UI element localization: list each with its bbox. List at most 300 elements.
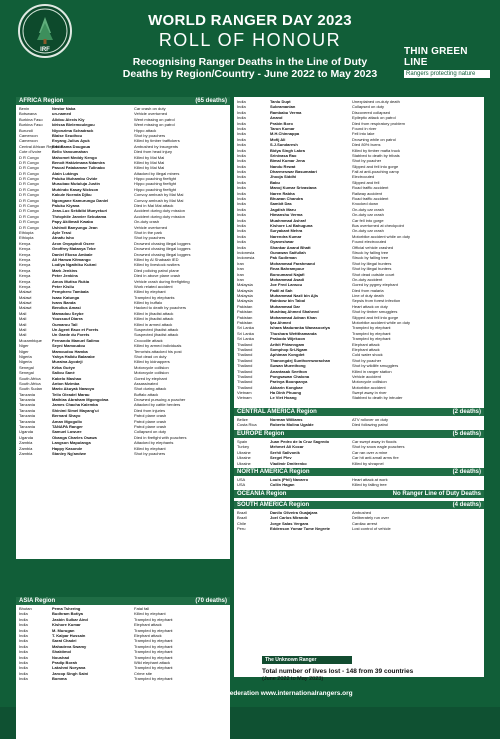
cause-cell: Died from injuries [134, 407, 166, 413]
cause-cell: Killed by kidnappers [134, 359, 170, 365]
name-cell: Peter Kisilu [52, 283, 75, 289]
country-cell: Thailand [237, 352, 253, 358]
cause-cell: On-duty crash [134, 219, 160, 225]
name-cell: Sambit Das [270, 201, 292, 207]
cause-cell: Suspected jihadist attack [134, 327, 179, 333]
name-cell: Anantasak Seethon [270, 368, 308, 374]
cause-cell: Lost control of vehicle [352, 526, 391, 532]
central-america-header [234, 408, 484, 416]
africa-count: (65 deaths) [195, 98, 227, 104]
name-cell: Daniel Ekoso Ambale [52, 251, 93, 257]
cause-cell: Died from malaria [352, 287, 384, 293]
cause-cell: ATV rollover on duty [352, 417, 388, 422]
cause-cell: Ambushed by insurgents [134, 143, 179, 149]
name-cell: Thanongdej Sunthornworachan [270, 357, 331, 363]
name-cell: Bimal Kumar Jena [270, 158, 305, 164]
country-cell: Sri Lanka [237, 330, 254, 336]
name-cell: Nestor Naka [52, 106, 76, 111]
cause-cell: Found in river [352, 125, 377, 131]
country-cell: Nigeria [19, 353, 32, 359]
name-cell: Youssouf Diarra [52, 316, 83, 322]
country-cell: Ethiopia [19, 229, 34, 235]
cause-cell: Slipped and fell [352, 179, 380, 185]
cause-cell: Shot by illegal hunters [352, 266, 392, 272]
name-cell: Shinimi Simel Mayang'ui [52, 407, 99, 413]
cause-cell: Trampled by elephant [134, 654, 173, 660]
cause-cell: Gored by pygmy elephant [352, 282, 398, 288]
country-cell: Burundi [19, 127, 33, 133]
cause-cell: Road traffic accident [352, 185, 389, 191]
cause-cell: Elephant attack [352, 341, 380, 347]
cause-cell: Accident during duty mission [134, 208, 185, 214]
europe-header [234, 430, 484, 438]
cause-cell: Motorcycle collision [134, 364, 169, 370]
name-cell: Samuel Lowure [52, 429, 82, 435]
cause-cell: On-duty car crash [352, 212, 384, 218]
name-cell: Nandu Rewat [270, 163, 296, 169]
name-cell: Théophile Janvier Sebutama [52, 213, 107, 219]
name-cell: Thushara Wettthamanda [270, 330, 317, 336]
cause-cell: Motorbike accident while on duty [352, 233, 411, 239]
name-cell: Tanlu Dupt [270, 99, 291, 104]
name-cell: Narendra Kumar [270, 233, 302, 239]
country-cell: India [237, 239, 246, 245]
cause-cell: Trampled by elephant [352, 336, 391, 342]
cause-cell: Cold water shock [352, 352, 383, 358]
country-cell: Thailand [237, 357, 253, 363]
country-cell: Malaysia [237, 298, 253, 304]
name-cell: Jhooja Siddhi [270, 174, 297, 180]
cause-cell: Trampled by elephants [134, 294, 175, 300]
country-cell: Senegal [19, 370, 34, 376]
country-cell: Ukraine [237, 460, 251, 466]
cause-cell: Died from respiratory problem [352, 120, 405, 126]
cause-cell: Killed by Al Shabaab IED [134, 256, 179, 262]
country-cell: India [237, 174, 246, 180]
cause-cell: Fall at anti-poaching camp [352, 169, 399, 175]
cause-cell: Work related accident [134, 283, 173, 289]
country-cell: Iran [237, 260, 244, 266]
name-cell: Idrissa Bielemoulegou [52, 122, 95, 128]
name-cell: Gunawan Saifullah [270, 249, 306, 255]
country-cell: D R Congo [19, 165, 39, 171]
cause-cell: Bus overturned at checkpoint [352, 222, 404, 228]
cause-cell: Shot by illegal hunters [352, 260, 392, 266]
cause-cell: Trampled by elephant [134, 649, 173, 655]
country-cell: India [237, 222, 246, 228]
name-cell: Alidou Alexis Kiy [52, 116, 85, 122]
cause-cell: Hacked to death by poachers [134, 305, 187, 311]
name-cell: Jorge Salas Vergara [270, 520, 309, 526]
name-cell: Anand [270, 115, 283, 121]
total-period: (June 2022 to May 2023) [262, 676, 324, 682]
list-item [237, 526, 481, 531]
country-cell: Burkina Faso [19, 116, 43, 122]
list-item [237, 395, 481, 400]
headline-line1: Recognising Ranger Deaths in the Line of Duty [132, 56, 368, 68]
country-cell: D R Congo [19, 170, 39, 176]
country-cell: Tanzania [19, 418, 36, 424]
irf-emblem-icon [20, 6, 70, 56]
cause-cell: Shot by poachers [134, 451, 166, 456]
cause-cell: Official vehicle crashed [352, 244, 394, 250]
name-cell: TANAPA Ranger [52, 424, 83, 430]
country-cell: Malawi [19, 300, 32, 306]
country-cell: India [237, 228, 246, 234]
name-cell: Lakshmi Noryana [52, 665, 86, 671]
country-cell: India [237, 158, 246, 164]
country-cell: Tanzania [19, 402, 36, 408]
country-cell: South Sudan [19, 386, 43, 392]
cause-cell: Attacked by illegal miners [134, 170, 180, 176]
country-cell: Tanzania [19, 413, 36, 419]
name-cell: un-named [52, 111, 72, 117]
country-cell: Thailand [237, 346, 253, 352]
name-cell: Aron Onyapindi Osere [52, 240, 95, 246]
cause-cell: Convoy ambush by Mai Mai [134, 197, 184, 203]
cause-cell: Went missing on patrol [134, 116, 175, 122]
name-cell: T. Kalpar Hussain [52, 632, 86, 638]
country-cell: Malaysia [237, 282, 253, 288]
name-cell: Jaroop Singh Saini [52, 670, 89, 676]
cause-cell: Attacked by cattle herders [134, 402, 181, 408]
cause-cell: Attacked by elephants [134, 440, 174, 446]
unknown-ranger-banner: The Unknown Ranger [262, 656, 352, 664]
country-cell: India [19, 611, 28, 617]
name-cell: Papy Akilimali Kwabo [52, 219, 94, 225]
list-item [19, 451, 227, 456]
north-america-label: NORTH AMERICA Region [237, 469, 310, 475]
name-cell: Himanshu Verma [270, 212, 303, 218]
name-cell: Mamadou Seybe [52, 310, 84, 316]
name-cell: Ishara Maduranka Wanasooriya [270, 325, 330, 331]
country-cell: Cameroon [19, 132, 38, 138]
cause-cell: Found electrocuted [352, 239, 387, 245]
name-cell: Ngongane Kamurungu Daniel [52, 197, 109, 203]
cause-cell: Elephant attack [352, 346, 380, 352]
cause-cell: Shot by poacher [352, 357, 382, 363]
cause-cell: Killed by elephant [134, 611, 166, 617]
africa-list [19, 106, 227, 456]
name-cell: Jasbin Sulkar Aind [52, 616, 88, 622]
name-cell: Mario Akuyak Nawoyo [52, 386, 95, 392]
cause-cell: Killed in armed attack [134, 321, 173, 327]
country-cell: Kenya [19, 278, 31, 284]
country-cell: India [237, 147, 246, 153]
cause-cell: Killed by Mai Mai [134, 159, 165, 165]
name-cell: Subramanian [270, 104, 296, 110]
name-cell: Srinivasa Rao [270, 152, 297, 158]
country-cell: Mali [19, 316, 27, 322]
cause-cell: Unexplained on-duty death [352, 99, 400, 104]
name-cell: Shaktimol [52, 649, 72, 655]
country-cell: Costa Rica [237, 422, 257, 428]
country-cell: Thailand [237, 363, 253, 369]
cause-cell: Road traffic accident [352, 196, 389, 202]
country-cell: Mali [19, 332, 27, 338]
country-cell: Kenya [19, 240, 31, 246]
name-cell: Danilo Oliveira Guajajara [270, 510, 318, 515]
asia-label: ASIA Region [19, 598, 56, 604]
name-cell: Roberto Molina Ugalde [270, 422, 314, 428]
cause-cell: Went missing on patrol [134, 122, 175, 128]
name-cell: Boroumand Najafi [270, 271, 305, 277]
country-cell: Vietnam [237, 390, 252, 396]
list-item [237, 461, 481, 466]
country-cell: South Africa [19, 380, 41, 386]
name-cell: Yahya Halidu Balarabe [52, 353, 95, 359]
thin-green-line-logo [404, 46, 490, 78]
country-cell: India [237, 131, 246, 137]
country-cell: D R Congo [19, 197, 39, 203]
cause-cell: Buffalo attack [134, 391, 159, 397]
cause-cell: Died in above plane crash [134, 273, 181, 279]
name-cell: Fernando Manuel Salimo [52, 337, 100, 343]
list-item [237, 422, 481, 427]
cause-cell: Assassinated [134, 380, 158, 386]
country-cell: Indonesia [237, 255, 255, 261]
south-america-count: (4 deaths) [452, 502, 481, 508]
list-item [237, 482, 481, 487]
name-cell: Norman Williams [270, 417, 303, 422]
name-cell: Mark Jenkins [52, 267, 78, 273]
country-cell: Thailand [237, 379, 253, 385]
country-cell: India [19, 676, 28, 682]
asia-list-left [19, 606, 227, 681]
left-panel-asia [16, 597, 230, 739]
country-cell: Central African Republic [19, 143, 62, 149]
name-cell: Eric Bama Dougoua [52, 143, 91, 149]
country-cell: Ukraine [237, 449, 251, 455]
name-cell: Ivans Banda [52, 300, 76, 306]
name-cell: Babu [270, 179, 280, 185]
europe-list [237, 439, 481, 466]
cause-cell: Stabbed to death by intruder [352, 395, 403, 401]
country-cell: D R Congo [19, 181, 39, 187]
name-cell: Fadil at Sah [270, 287, 293, 293]
headline-line2: Deaths by Region/Country - June 2022 to May 2023 [122, 68, 378, 80]
country-cell: India [19, 654, 28, 660]
name-cell: Pema Tshering [52, 606, 81, 611]
list-item [19, 676, 227, 681]
name-cell: Paluku Muhambu Ovide [52, 176, 98, 182]
name-cell: M. Murugan [52, 627, 75, 633]
irf-logo-text: IRF [40, 47, 50, 53]
cause-cell: Heart attack on duty [352, 303, 388, 309]
cause-cell: Patrol plane crash [134, 418, 167, 424]
country-cell: Pakistan [237, 320, 253, 326]
name-cell: Manoj Kumar Srivastava [270, 185, 317, 191]
cause-cell: Trampled by elephant [134, 676, 173, 682]
cause-cell: Shot by poacher [352, 158, 382, 164]
name-cell: Mofij Ali [270, 136, 286, 142]
country-cell: Vietnam [237, 395, 252, 401]
country-cell: Tanzania [19, 424, 36, 430]
asia-count: (70 deaths) [195, 598, 227, 604]
cause-cell: Car fell into gorge [352, 217, 384, 223]
name-cell: Joe Fred Lansou [270, 282, 303, 288]
country-cell: Chile [237, 520, 247, 526]
cause-cell: Killed in jihadist attack [134, 316, 174, 322]
cause-cell: Car hit anti-small arms fire [352, 455, 399, 461]
cause-cell: Cardiac arrest [352, 520, 378, 526]
name-cell: Louis (Phil) Navarro [270, 477, 309, 482]
country-cell: Kenya [19, 251, 31, 257]
cause-cell: Patrol plane crash [134, 424, 167, 430]
cause-cell: Elephant attack [134, 632, 162, 638]
name-cell: Arthit Phiwnngam [270, 341, 305, 347]
cause-cell: Line of duty death [352, 293, 384, 299]
name-cell: Ayle Tessi [52, 229, 72, 235]
country-cell: Benin [19, 106, 30, 111]
page-subtitle: ROLL OF HONOUR [158, 30, 342, 50]
country-cell: Belize [237, 417, 248, 422]
country-cell: Kenya [19, 246, 31, 252]
name-cell: Kishore Lal Bahuguna [270, 222, 313, 228]
name-cell: Enyang Julius Ayuk [52, 138, 90, 144]
central-america-label: CENTRAL AMERICA Region [237, 409, 317, 415]
cause-cell: Motorcycle collision [134, 370, 169, 376]
cause-cell: Killed by shrapnel [352, 460, 384, 466]
country-cell: D R Congo [19, 186, 39, 192]
name-cell: Mehmet Ali Kocar [270, 444, 304, 450]
country-cell: Kenya [19, 267, 31, 273]
country-cell: India [19, 649, 28, 655]
cause-cell: Shot by snow eagle poachers [352, 444, 405, 450]
cause-cell: Collapsed on duty [134, 429, 167, 435]
cause-cell: Motorbike accident while on duty [352, 320, 411, 326]
country-cell: India [237, 120, 246, 126]
name-cell: Tarun Kumar [270, 125, 295, 131]
name-cell: Mohammad Adnan Khan [270, 314, 317, 320]
cause-cell: Died policing patrol plane [134, 267, 179, 273]
name-cell: Mahadeva Swamy [52, 643, 87, 649]
cause-cell: Epileptic attack on patrol [352, 115, 396, 121]
name-cell: Niyonzima Schadrack [52, 127, 94, 133]
name-cell: Muraina Ayodeji [52, 359, 83, 365]
country-cell: Uganda [19, 434, 34, 440]
oceania-count: No Ranger Line of Duty Deaths [392, 491, 481, 497]
country-cell: D R Congo [19, 219, 39, 225]
south-america-label: SOUTH AMERICA Region [237, 502, 310, 508]
cause-cell: Hippo poaching firefight [134, 181, 177, 187]
cause-cell: Killed by elephant [134, 289, 166, 295]
name-cell: Muhammad Dar [270, 303, 301, 309]
name-cell: Pemphero Tambala [52, 289, 89, 295]
country-cell: India [237, 212, 246, 218]
partner-tagline: Rangers protecting nature [404, 70, 490, 78]
cause-cell: Shot during attack [134, 386, 167, 392]
name-cell: Vladimir Dmitrenko [270, 460, 307, 466]
cause-cell: Hippo attack [134, 127, 157, 133]
cause-cell: Trampled by elephant [352, 330, 391, 336]
name-cell: Budhram Botiya [52, 611, 83, 617]
central-america-list [237, 417, 481, 428]
country-cell: India [237, 104, 246, 110]
country-cell: Malawi [19, 289, 32, 295]
cause-cell: Hippo poaching firefight [134, 186, 177, 192]
country-cell: Kenya [19, 262, 31, 268]
name-cell: Stanley Ng'andwe [52, 451, 87, 456]
country-cell: India [237, 99, 246, 104]
name-cell: Prabodo Wijekoon [270, 336, 306, 342]
country-cell: India [19, 632, 28, 638]
cause-cell: On-duty car crash [352, 228, 384, 234]
name-cell: Collin Hagan [270, 482, 295, 488]
oceania-label: OCEANIA Region [237, 491, 287, 497]
country-cell: Cameroon [19, 138, 38, 144]
country-cell: Senegal [19, 364, 34, 370]
name-cell: Pradip Borah [52, 659, 78, 665]
name-cell: Seyni Mamoudou [52, 343, 86, 349]
irf-logo [18, 4, 72, 58]
country-cell: Kenya [19, 273, 31, 279]
country-cell: India [237, 125, 246, 131]
name-cell: Happy Kasonde [52, 445, 83, 451]
cause-cell: Electrocuted [352, 174, 375, 180]
country-cell: India [19, 670, 28, 676]
country-cell: India [19, 659, 28, 665]
name-cell: Mamoudou Hamba [52, 348, 88, 354]
name-cell: Suwan Muenthong [270, 363, 306, 369]
country-cell: Malaysia [237, 287, 253, 293]
cause-cell: Stabbed to death by tribals [352, 152, 400, 158]
name-cell: Sarat Chadei [52, 638, 77, 644]
cause-cell: Patrol plane crash [134, 413, 167, 419]
name-cell: Gyaneshwar [270, 239, 294, 245]
name-cell: Ha Dinh Phuong [270, 390, 302, 396]
name-cell: Mohammad Farahmand [270, 260, 315, 266]
name-cell: Shankar Anand Bhatt [270, 244, 311, 250]
country-cell: D R Congo [19, 176, 39, 182]
country-cell: Mozambique [19, 337, 42, 343]
name-cell: Reza Bahrampour [270, 266, 305, 272]
name-cell: Bernard Shayo [52, 413, 81, 419]
name-cell: Anton Mzimba [52, 380, 80, 386]
cause-cell: Died 80% burns [352, 142, 381, 148]
cause-cell: Vehicle accident [352, 373, 381, 379]
cause-cell: Died following patrol [352, 422, 389, 428]
name-cell: Peter Jenkins [52, 273, 79, 279]
country-cell: Nigeria [19, 359, 32, 365]
country-cell: India [237, 169, 246, 175]
name-cell: M.H.Chinnappa [270, 131, 300, 137]
country-cell: Tanzania [19, 407, 36, 413]
country-cell: Pakistan [237, 314, 253, 320]
footer-text: The International Ranger Federation www.internationalrangers.org [147, 690, 353, 697]
country-cell: India [237, 115, 246, 121]
central-america-count: (2 deaths) [452, 409, 481, 415]
cause-cell: Accident during duty mission [134, 213, 185, 219]
name-cell: Teilo Oleadel Marau [52, 391, 90, 397]
name-cell: Atnafu Isho [52, 235, 74, 241]
name-cell: Bidya Singh Lakra [270, 147, 305, 153]
country-cell: Niger [19, 348, 29, 354]
cause-cell: Killed by armed individuals [134, 343, 182, 349]
name-cell: Bello Vanoumahan [52, 149, 88, 155]
name-cell: Mohammad Asadi [270, 276, 305, 282]
partner-name: THIN GREEN LINE [404, 46, 468, 68]
country-cell: Mali [19, 327, 27, 333]
name-cell: Mathias Abraham Mgongolwa [52, 397, 109, 403]
cause-cell: Vehicle overturned [134, 224, 168, 230]
name-cell: Paluku Kiyana [52, 203, 80, 209]
country-cell: Turkey [237, 444, 250, 450]
cause-cell: Terrorists attacked his post [134, 348, 182, 354]
name-cell: Somphop Sri-Ngam [270, 346, 308, 352]
country-cell: Malawi [19, 294, 32, 300]
cause-cell: Died in firefight with poachers [134, 434, 187, 440]
